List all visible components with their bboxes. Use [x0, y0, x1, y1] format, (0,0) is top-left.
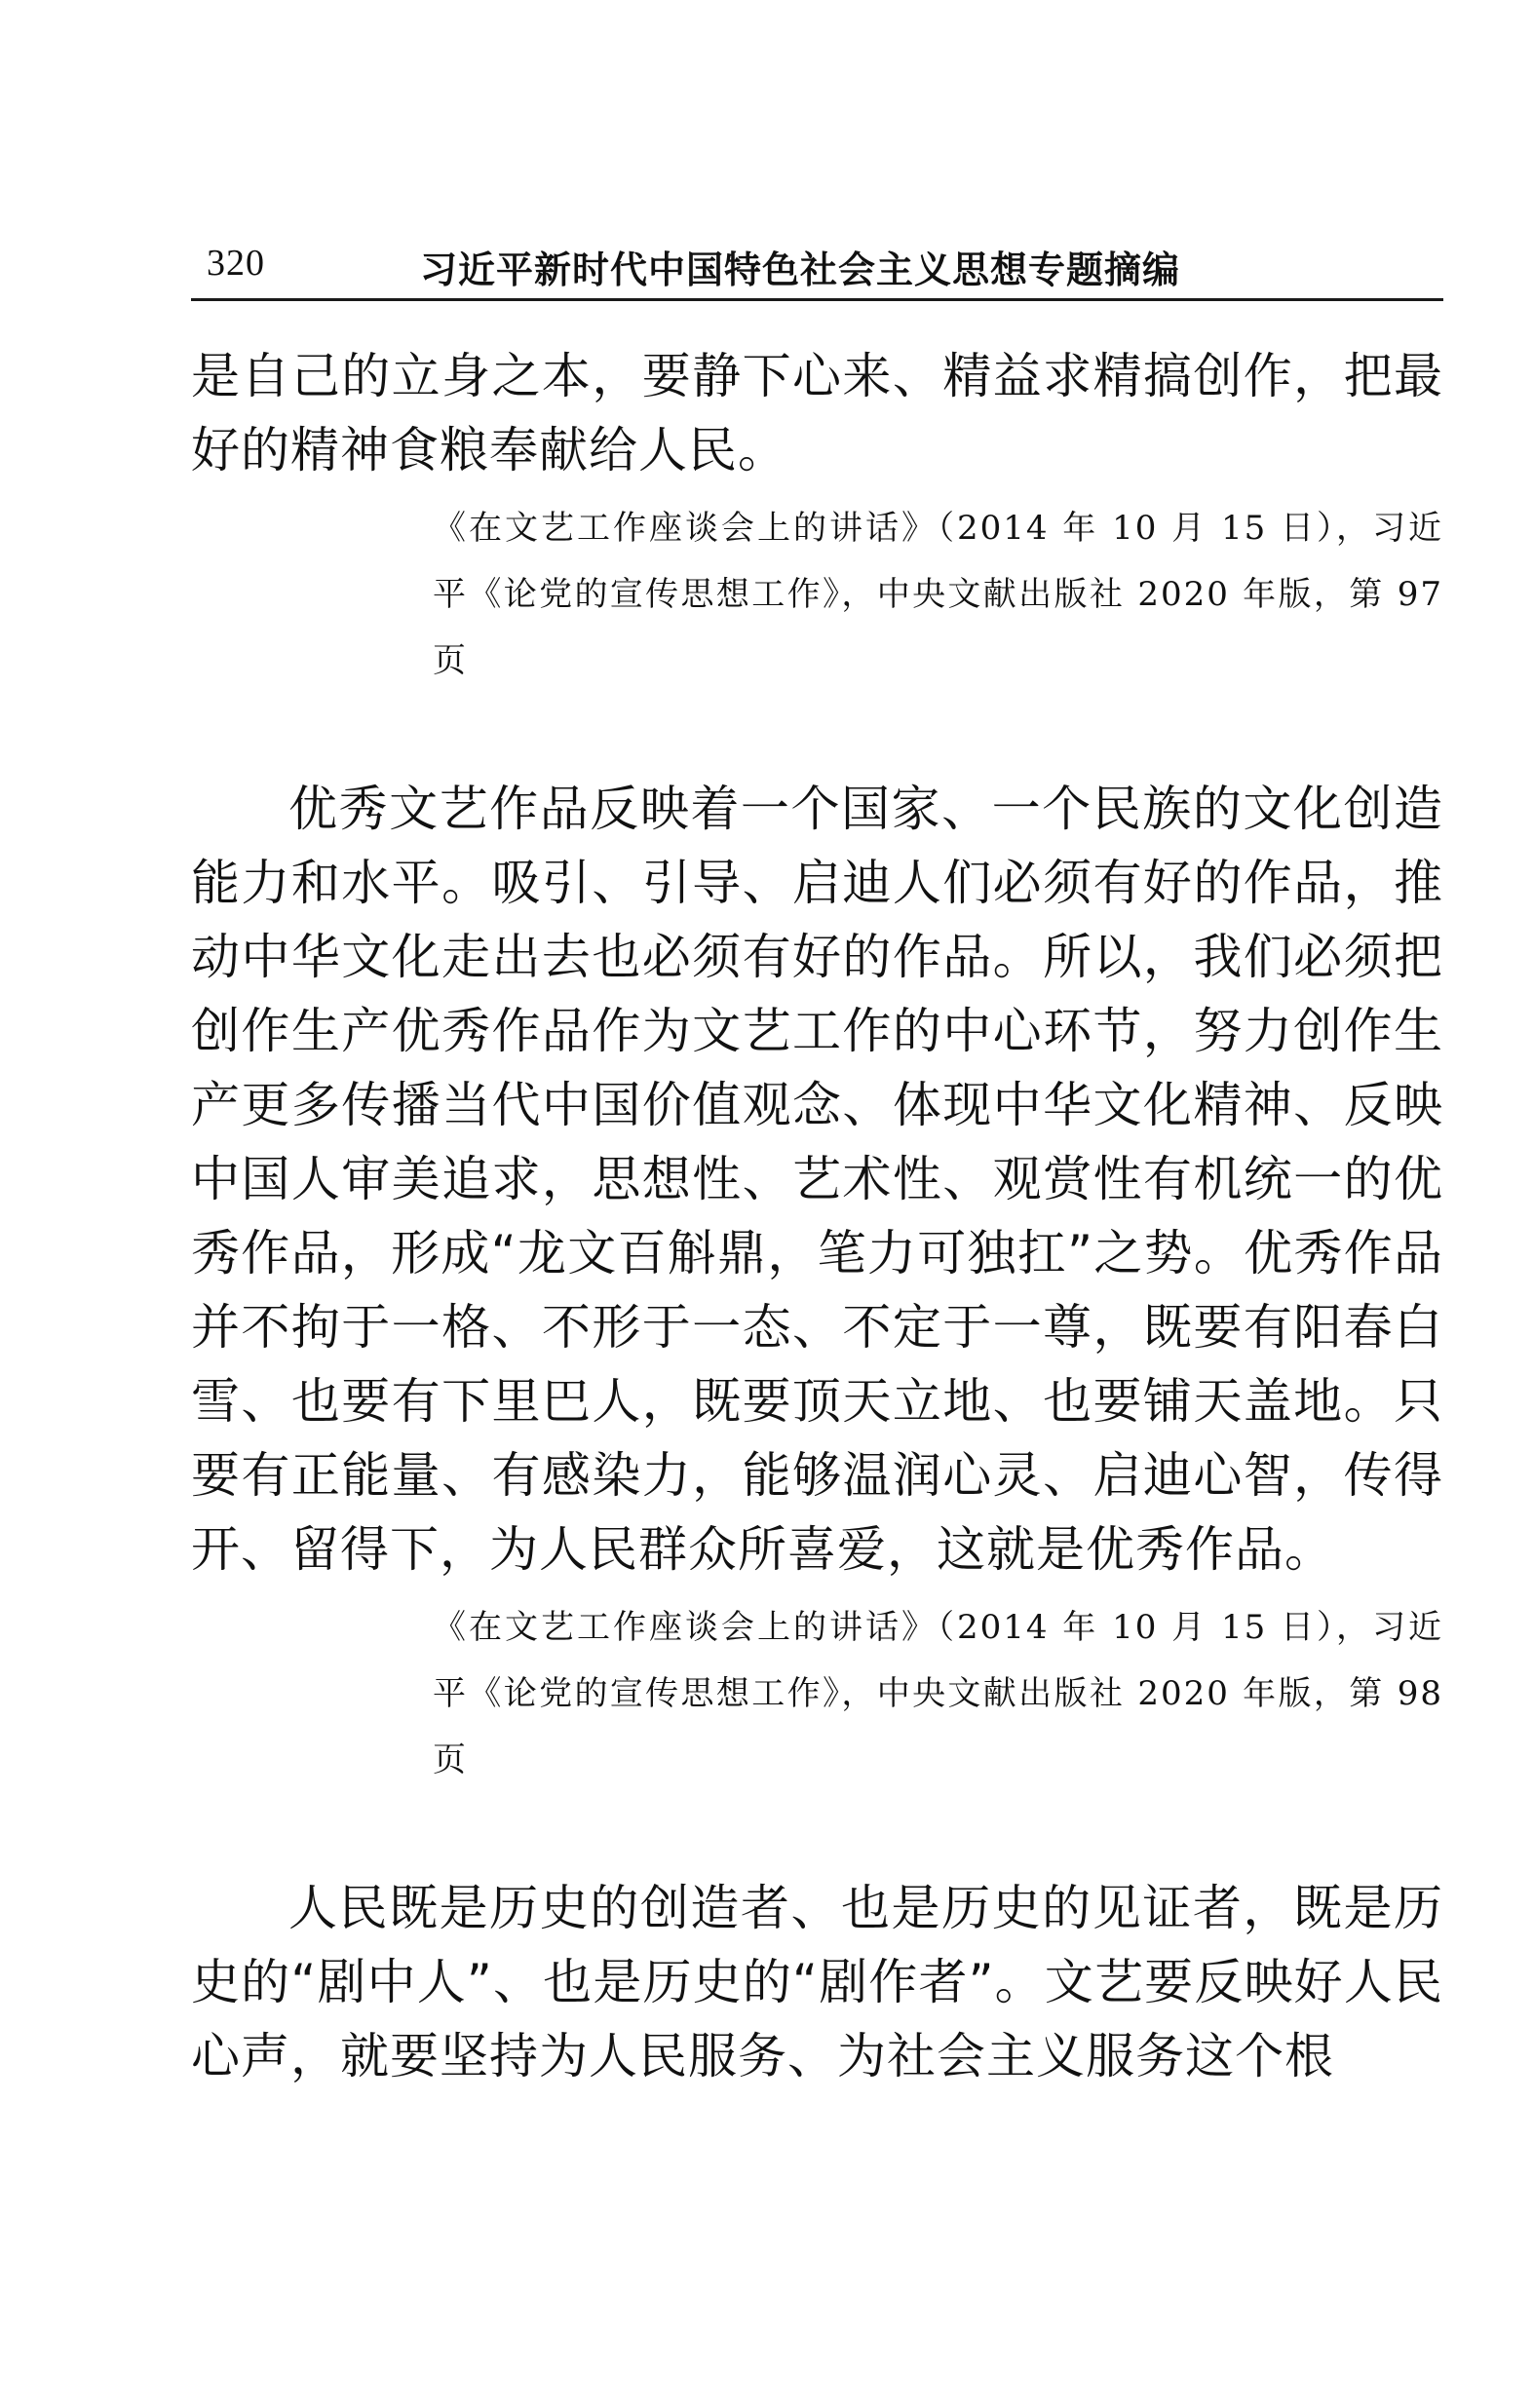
paragraph-continuation: 是自己的立身之本，要静下心来、精益求精搞创作，把最好的精神食粮奉献给人民。 — [191, 348, 1443, 478]
page-body — [191, 339, 1443, 2093]
paragraph-excellent-works: 优秀文艺作品反映着一个国家、一个民族的文化创造能力和水平。吸引、引导、启迪人们必须有好的作品，推动中华文化走出去也必须有好的作品。所以，我们必须把创作生产优秀作品作为文艺工作的中心环节，努力创作生产更多传播当代中国价值观念、体现中华文化精神、反映中国人审美追求，思想性、艺术性、观赏性有机统一的优秀作品，形成“龙文百斛鼎，笔力可独扛”之势。优秀作品并不拘于一格、不形于一态、不定于一尊，既要有阳春白雪、也要有下里巴人，既要顶天立地、也要铺天盖地。只要有正能量、有感染力，能够温润心灵、启迪心智，传得开、留得下，为人民群众所喜爱，这就是优秀作品。 — [191, 781, 1443, 1578]
citation-source: 《在文艺工作座谈会上的讲话》（2014 年 10 月 15 日），习近平《论党的宣传思想工作》，中央文献出版社 2020 年版，第 97 页 — [433, 509, 1443, 680]
running-title: 习近平新时代中国特色社会主义思想专题摘编 — [420, 248, 1181, 291]
page-header — [191, 234, 1443, 292]
header-rule — [191, 298, 1443, 301]
page-number: 320 — [207, 243, 265, 284]
paragraph-people-history: 人民既是历史的创造者、也是历史的见证者，既是历史的“剧中人”、也是历史的“剧作者”。文艺要反映好人民心声，就要坚持为人民服务、为社会主义服务这个根 — [191, 1880, 1443, 2084]
citation-source: 《在文艺工作座谈会上的讲话》（2014 年 10 月 15 日），习近平《论党的宣传思想工作》，中央文献出版社 2020 年版，第 98 页 — [433, 1608, 1443, 1779]
